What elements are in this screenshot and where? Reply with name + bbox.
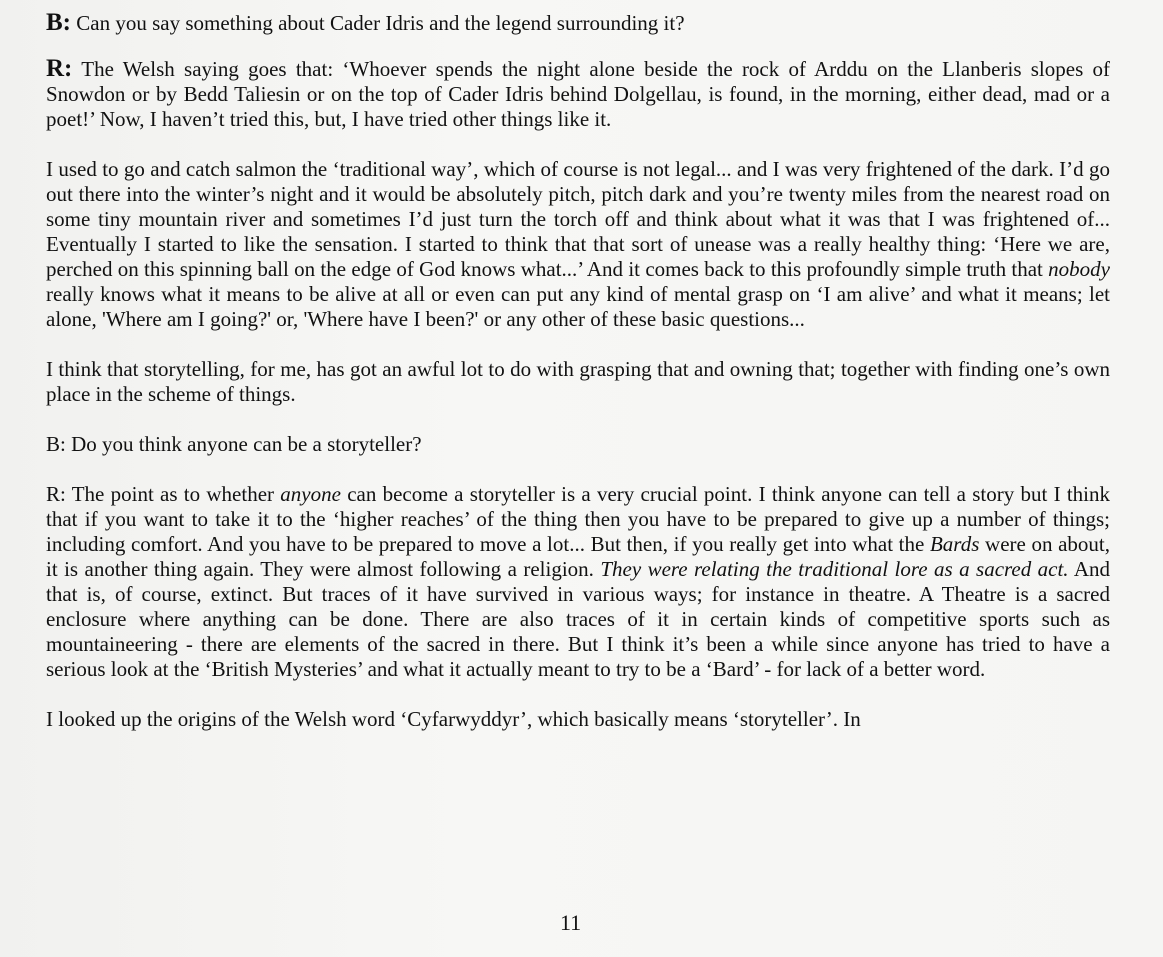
speaker-label: B: [46,9,71,36]
paragraph [46,56,1110,132]
text-run: I think that storytelling, for me, has got an awful lot to do with grasping that and owning that; together with finding one’s own place in the scheme of things. [46,357,1110,406]
text-run: And that is, of course, extinct. But traces of it have survived in various ways; for instance in theatre. A Theatre is a sacred enclosure where anything can be done. There are also traces of it in certain kinds of competitive sports such as mountaineering - there are elements of the sacred in there. But I think it’s been a while since anyone has tried to have a serious look at the ‘British Mysteries’ and what it actually meant to try to be a ‘Bard’ - for lack of a better word. [46,557,1110,681]
italic-text: anyone [280,482,341,506]
speaker-label: R: [46,55,73,82]
text-run: I used to go and catch salmon the ‘traditional way’, which of course is not legal... and I was very frightened of the dark. I’d go out there into the winter’s night and it would be absolutely pitch, pitch dark and you’re twenty miles from the nearest road on some tiny mountain river and sometimes I’d just turn the torch off and think about what it was that I was frightened of... Eventually I started to like the sensation. I started to think that that sort of unease was a really healthy thing: ‘Here we are, perched on this spinning ball on the edge of God knows what...’ And it comes back to this profoundly simple truth that [46,157,1110,281]
paragraph [46,357,1110,407]
text-run: can become a storyteller is a very crucial point. I think anyone can tell a story but I think that if you want to take it to the ‘higher reaches’ of the thing then you have to be prepared to give up a number of things; including comfort. And you have to be prepared to move a lot... But then, if you really get into what the [46,482,1111,556]
paragraph [46,10,1110,36]
text-run: were on about, it is another thing again. They were almost following a religion. [46,532,1110,581]
paragraph [46,157,1110,332]
text-run: R: The point as to whether [46,482,281,506]
italic-text: nobody [1048,257,1110,281]
text-run: Can you say something about Cader Idris and the legend surrounding it? [71,11,685,35]
text-run: The Welsh saying goes that: ‘Whoever spends the night alone beside the rock of Arddu on the Llanberis slopes of Snowdon or by Bedd Taliesin or on the top of Cader Idris behind Dolgellau, is found, in the morning, either dead, mad or a poet!’ Now, I haven’t tried this, but, I have tried other things like it. [46,57,1110,131]
italic-text: Bards [929,532,980,556]
page-number: 11 [560,910,582,935]
text-run: really knows what it means to be alive at all or even can put any kind of mental grasp on ‘I am alive’ and what it means; let alone, 'Where am I going?' or, 'Where have I been?' or any other of these basic questions... [46,282,1110,331]
body-text [46,10,1110,757]
text-run: I looked up the origins of the Welsh word ‘Cyfarwyddyr’, which basically means ‘storyteller’. In [46,707,861,731]
text-run: B: Do you think anyone can be a storyteller? [46,432,422,456]
paragraph [46,707,1110,732]
paragraph [46,482,1110,682]
italic-text: They were relating the traditional lore as a sacred act. [600,557,1069,581]
paragraph [46,432,1110,457]
